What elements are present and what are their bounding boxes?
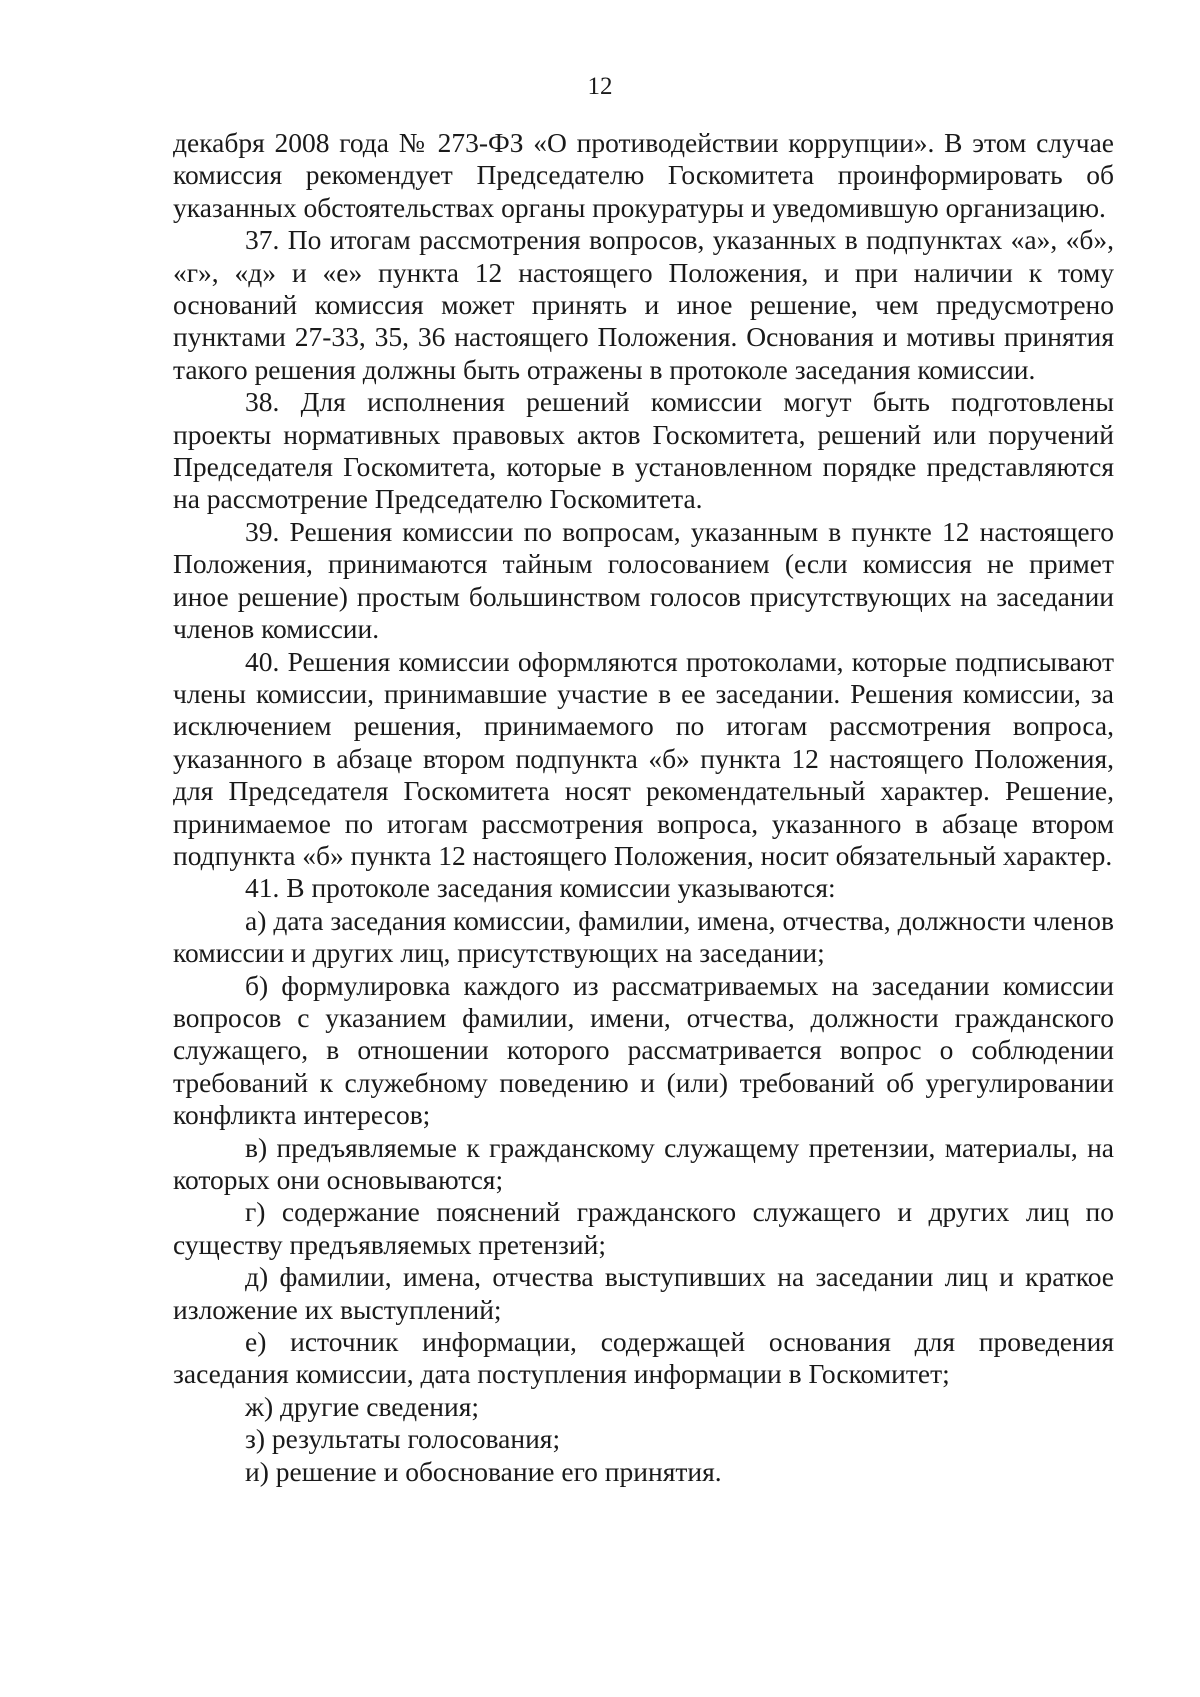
list-item-e: е) источник информации, содержащей основания для проведения заседания комиссии, дата поступления информации в Госкомитет; — [173, 1326, 1114, 1390]
list-item-b: б) формулировка каждого из рассматриваемых на заседании комиссии вопросов с указанием фамилии, имени, отчества, должности гражданского служащего, в отношении которого рассматривается вопрос о соблюдении требований к служебному поведению и (или) требований об урегулировании конфликта интересов; — [173, 969, 1114, 1131]
list-item-d: д) фамилии, имена, отчества выступивших на заседании лиц и краткое изложение их выступлений; — [173, 1261, 1114, 1325]
paragraph-item-41: 41. В протоколе заседания комиссии указываются: — [245, 872, 836, 904]
paragraph: декабря 2008 года № 273-ФЗ «О противодействии коррупции». В этом случае комиссия рекомендует Председателю Госкомитета проинформировать об указанных обстоятельствах органы прокуратуры и уведомившую организацию. — [173, 127, 1114, 223]
paragraph-item-40: 40. Решения комиссии оформляются протоколами, которые подписывают члены комиссии, принимавшие участие в ее заседании. Решения комиссии, за исключением решения, принимаемого по итогам рассмотрения вопроса, указанного в абзаце втором подпункта «б» пункта 12 настоящего Положения, для Председателя Госкомитета носят рекомендательный характер. Решение, принимаемое по итогам рассмотрения вопроса, указанного в абзаце втором подпункта «б» пункта 12 настоящего Положения, носит обязательный характер. — [173, 645, 1114, 871]
paragraph-item-38: 38. Для исполнения решений комиссии могут быть подготовлены проекты нормативных правовых актов Госкомитета, решений или поручений Председателя Госкомитета, которые в установленном порядке представляются на рассмотрение Председателю Госкомитета. — [173, 386, 1114, 515]
document-body — [173, 127, 1114, 1488]
list-item-zh: ж) другие сведения; — [245, 1390, 480, 1422]
list-item-i: и) решение и обоснование его принятия. — [245, 1455, 722, 1487]
paragraph-item-39: 39. Решения комиссии по вопросам, указанным в пункте 12 настоящего Положения, принимаются тайным голосованием (если комиссия не примет иное решение) простым большинством голосов присутствующих на заседании членов комиссии. — [173, 515, 1114, 645]
paragraph-item-37: 37. По итогам рассмотрения вопросов, указанных в подпунктах «а», «б», «г», «д» и «е» пункта 12 настоящего Положения, и при наличии к тому оснований комиссия может принять и иное решение, чем предусмотрено пунктами 27-33, 35, 36 настоящего Положения. Основания и мотивы принятия такого решения должны быть отражены в протоколе заседания комиссии. — [173, 224, 1114, 385]
list-item-z: з) результаты голосования; — [245, 1423, 561, 1455]
list-item-a: а) дата заседания комиссии, фамилии, имена, отчества, должности членов комиссии и других лиц, присутствующих на заседании; — [173, 904, 1114, 969]
list-item-g: г) содержание пояснений гражданского служащего и других лиц по существу предъявляемых претензий; — [173, 1196, 1114, 1260]
list-item-v: в) предъявляемые к гражданскому служащему претензии, материалы, на которых они основываются; — [173, 1131, 1114, 1195]
page-number: 12 — [587, 73, 613, 100]
